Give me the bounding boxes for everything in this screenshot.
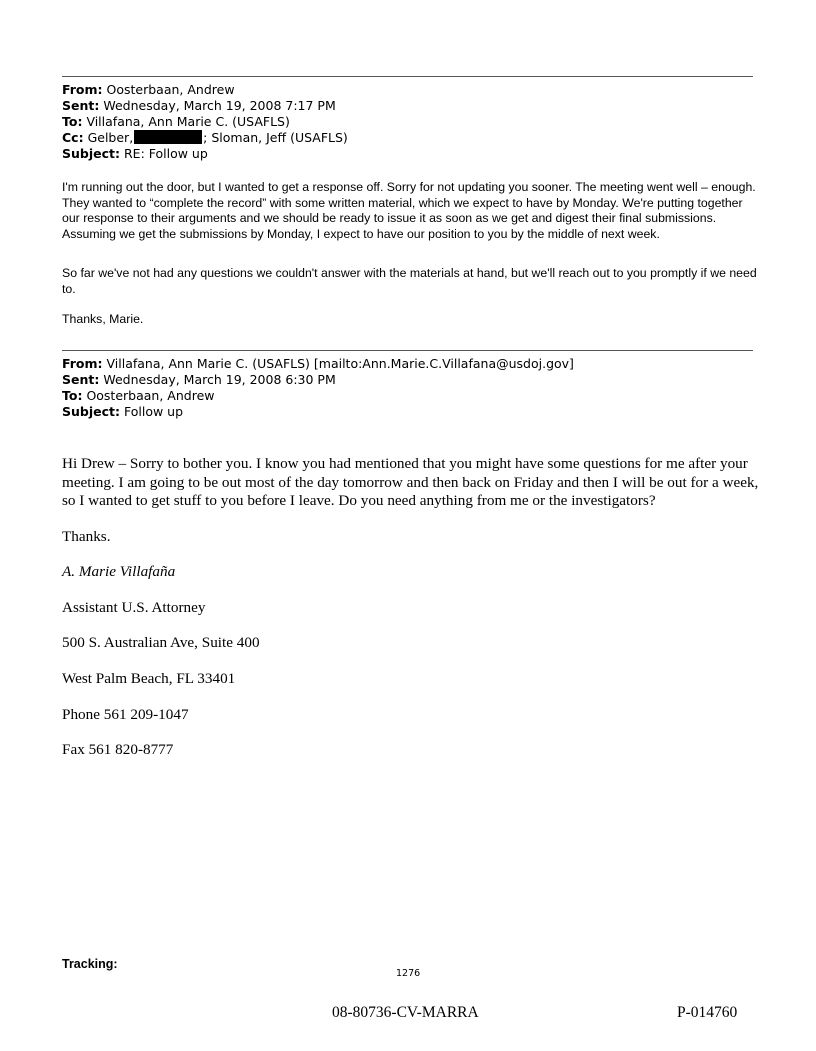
- sent-label: Sent:: [62, 372, 100, 387]
- page-number: 1276: [396, 968, 421, 979]
- email2-to-row: [62, 388, 574, 404]
- email1-sent: Wednesday, March 19, 2008 7:17 PM: [103, 98, 336, 113]
- email2-subject: Follow up: [123, 404, 184, 419]
- email2-from: Villafana, Ann Marie C. (USAFLS) [mailto:Ann.Marie.C.Villafana@usdoj.gov]: [106, 356, 574, 371]
- email1-paragraph: Thanks, Marie.: [62, 312, 144, 326]
- to-label: To:: [62, 114, 83, 129]
- email1-cc-part1: Gelber,: [87, 130, 134, 145]
- email1-to-row: [62, 114, 348, 130]
- from-label: From:: [62, 82, 103, 97]
- email1-cc-part2: ; Sloman, Jeff (USAFLS): [203, 130, 348, 145]
- email2-body: Hi Drew – Sorry to bother you. I know you had mentioned that you might have some questions for me after your meeting. I am going to be out most of the day tomorrow and then back on Friday and then I will be out for a week, so I wanted to get stuff to you before I leave. Do you need anything from me or the investigators?: [62, 455, 759, 509]
- signature-fax: Fax 561 820-8777: [62, 741, 174, 758]
- email2-from-row: [62, 356, 574, 372]
- signature-address1: 500 S. Australian Ave, Suite 400: [62, 634, 260, 651]
- email1-body-para-1: [62, 180, 762, 242]
- signature-title: Assistant U.S. Attorney: [62, 599, 206, 616]
- email1-cc-row: [62, 130, 348, 146]
- email2-sent: Wednesday, March 19, 2008 6:30 PM: [103, 372, 336, 387]
- email2-thanks: Thanks.: [62, 528, 111, 545]
- email1-to: Villafana, Ann Marie C. (USAFLS): [86, 114, 290, 129]
- signature-address2: West Palm Beach, FL 33401: [62, 670, 236, 687]
- email1-from-row: [62, 82, 348, 98]
- from-label: From:: [62, 356, 103, 371]
- cc-label: Cc:: [62, 130, 84, 145]
- separator-line-1: [62, 76, 753, 77]
- email2-subject-row: [62, 404, 574, 420]
- signature-name: A. Marie Villafaña: [62, 563, 176, 580]
- to-label: To:: [62, 388, 83, 403]
- case-number: 08-80736-CV-MARRA: [332, 1004, 479, 1021]
- redaction-box: [134, 130, 202, 144]
- email1-subject: RE: Follow up: [123, 146, 208, 161]
- email1-body-para-2: [62, 266, 762, 297]
- email1-sent-row: [62, 98, 348, 114]
- subject-label: Subject:: [62, 404, 120, 419]
- tracking-label: Tracking:: [62, 957, 118, 971]
- bates-number: P-014760: [677, 1004, 738, 1021]
- email2-header: [62, 356, 574, 420]
- email1-header: [62, 82, 348, 162]
- email1-paragraph: I'm running out the door, but I wanted to get a response off. Sorry for not updating you sooner. The meeting went well – enough. They wanted to “complete the record” with some written material, which we expect to have by Monday. We're putting together our response to their arguments and we should be ready to issue it as soon as we get and digest their final submissions. Assuming we get the submissions by Monday, I expect to have our position to you by the middle of next week.: [62, 180, 756, 241]
- sent-label: Sent:: [62, 98, 100, 113]
- email1-subject-row: [62, 146, 348, 162]
- email1-from: Oosterbaan, Andrew: [106, 82, 235, 97]
- separator-line-2: [62, 350, 753, 351]
- email1-paragraph: So far we've not had any questions we couldn't answer with the materials at hand, but we'll reach out to you promptly if we need to.: [62, 266, 757, 296]
- signature-phone: Phone 561 209-1047: [62, 706, 189, 723]
- subject-label: Subject:: [62, 146, 120, 161]
- email2-sent-row: [62, 372, 574, 388]
- email2-to: Oosterbaan, Andrew: [86, 388, 215, 403]
- email1-body-para-3: [62, 312, 762, 328]
